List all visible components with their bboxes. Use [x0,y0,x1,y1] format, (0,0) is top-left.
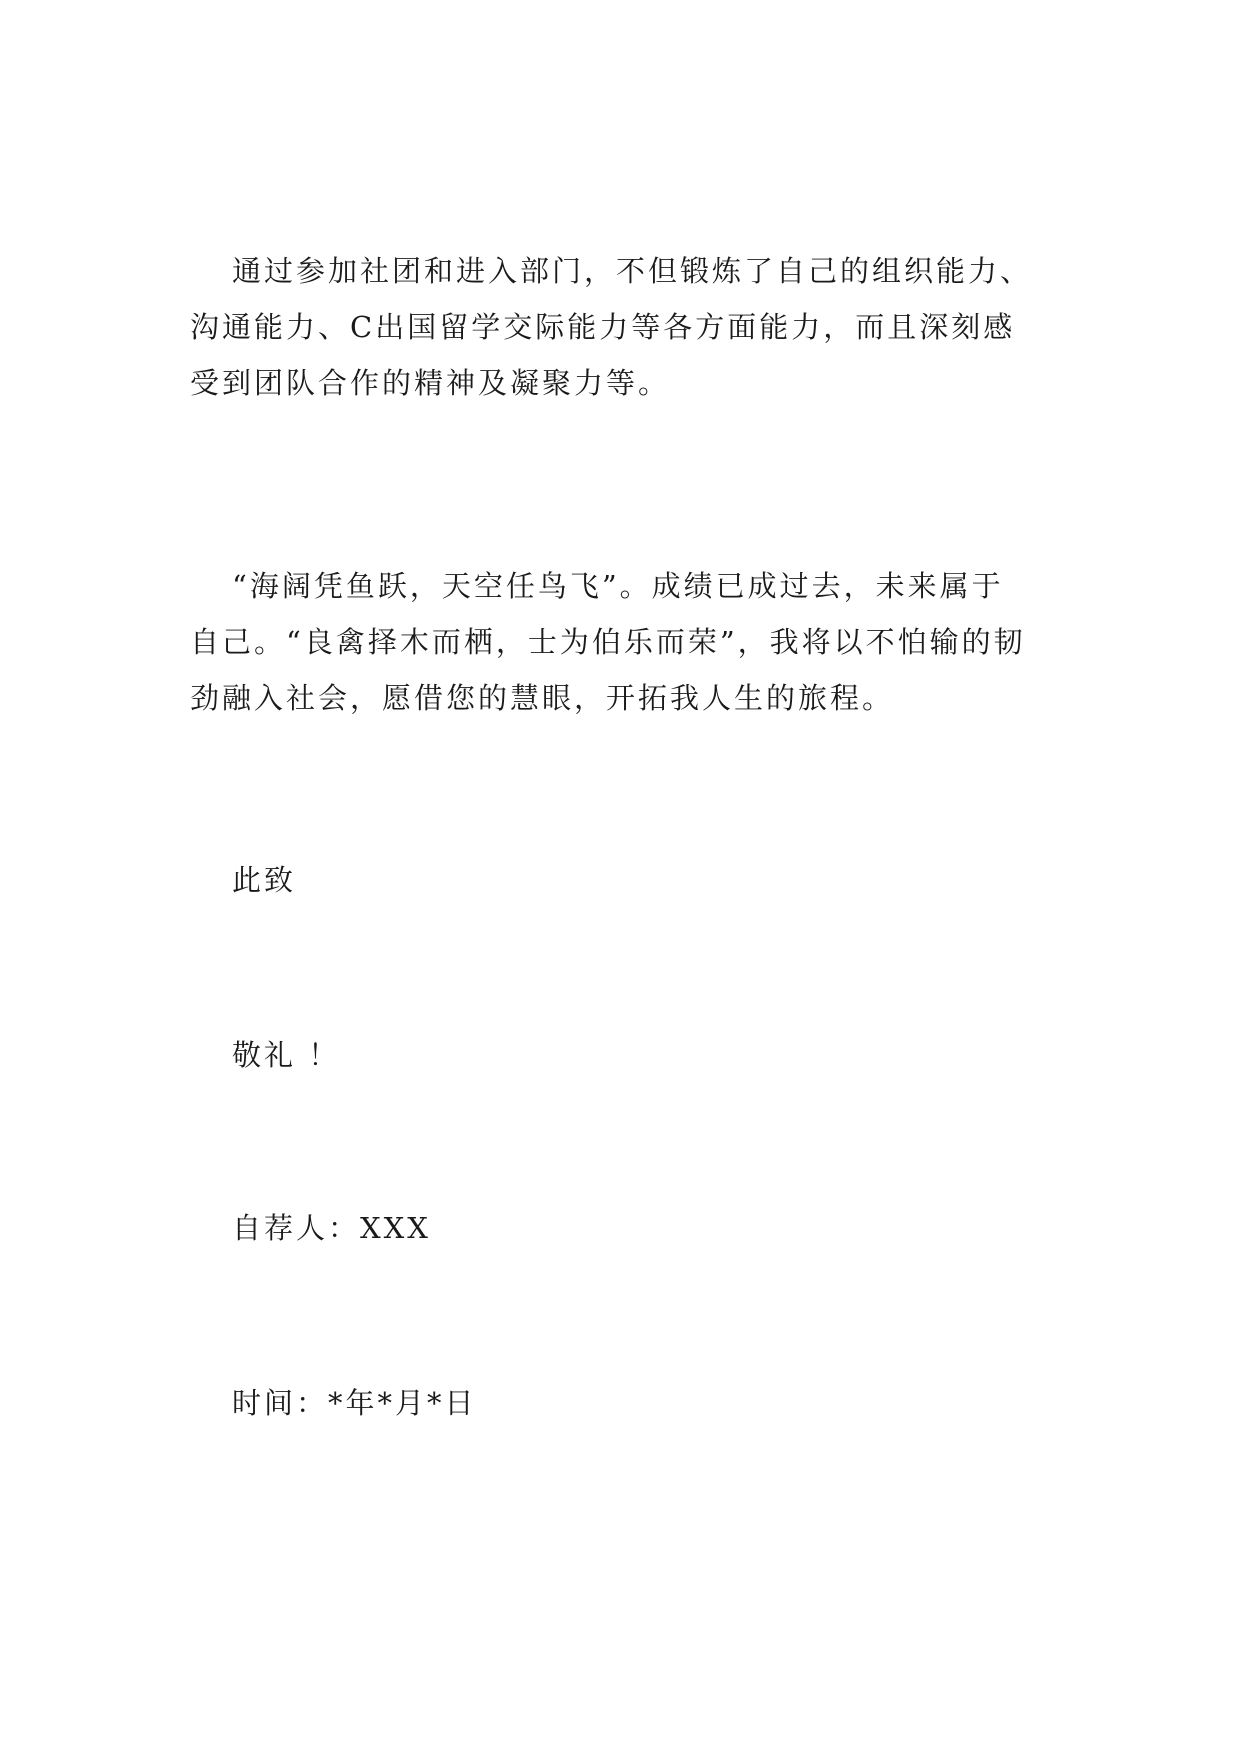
paragraph-line: 沟通能力、C出国留学交际能力等各方面能力，而且深刻感 [190,310,1016,344]
paragraph-activities [190,243,1070,411]
paragraph-line: 受到团队合作的精神及凝聚力等。 [190,366,671,400]
closing-regards: 敬礼 ！ [232,1038,341,1072]
paragraph-aspiration [190,558,1070,726]
paragraph-line: 劲融入社会，愿借您的慧眼，开拓我人生的旅程。 [190,681,895,715]
paragraph-line: 通过参加社团和进入部门，不但锻炼了自己的组织能力、 [232,254,1033,288]
signer-line: 自荐人：XXX [232,1211,431,1245]
date-line: 时间：*年*月*日 [232,1386,477,1420]
paragraph-line: “海阔凭鱼跃，天空任鸟飞”。成绩已成过去，未来属于 [232,569,1004,603]
closing-salutation: 此致 [232,863,297,897]
paragraph-line: 自己。“良禽择木而栖，士为伯乐而荣”，我将以不怕输的韧 [190,625,1026,659]
